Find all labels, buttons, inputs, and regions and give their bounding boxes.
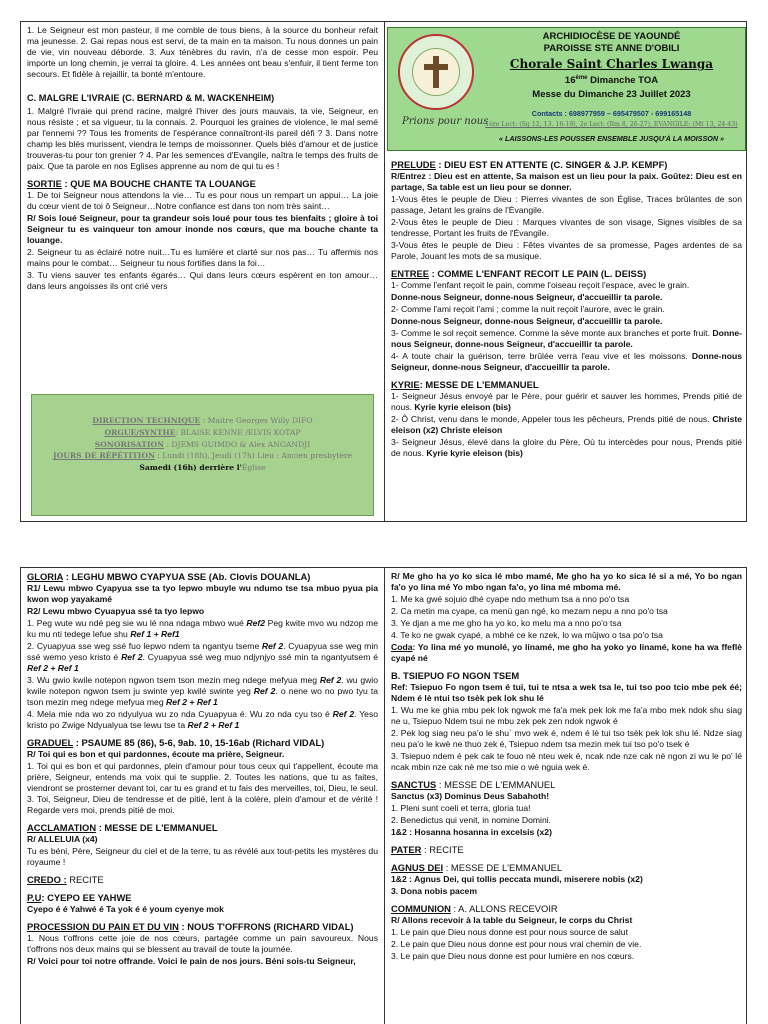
entree-refrain-2: Donne-nous Seigneur, donne-nous Seigneur, d'accueillir ta parole.	[391, 316, 663, 327]
prelude-refrain: R/Entrez : Dieu est en attente, Sa maison est un lieu pour la paix. Goûtez: Dieu est en partage, Sa table est un lieu pour se donner.	[391, 171, 742, 193]
parish: PAROISSE STE ANNE D'OBILI	[543, 43, 680, 55]
entree-verse-3: 3- Comme le sol reçoit semence. Comme la sève monte aux branches et porte fruit. Donne-nous Seigneur, donne-nous Seigneur, d'accueillir ta parole.	[391, 328, 742, 350]
prelude-verse-3: 3-Vous êtes le peuple de Dieu : Fêtes vivantes de sa promesse, Pages ardentes de sa Parole, Jouant les mots de sa musique.	[391, 240, 742, 262]
sunday-title: 16ème Dimanche TOA	[564, 74, 659, 86]
graduel-heading	[27, 737, 378, 749]
choir-logo-icon	[398, 34, 474, 110]
tsiepuo-heading	[391, 670, 742, 682]
gloria-heading	[27, 571, 378, 583]
sortie-title: : QUE MA BOUCHE CHANTE TA LOUANGE	[61, 177, 256, 189]
sanctus-title: : MESSE DE L'EMMANUEL	[436, 779, 556, 791]
malgre-verses: 1. Malgré l'ivraie qui prend racine, malgré l'hiver des jours mauvais, ta vie, Seigneur, en nous résiste ; et sa vigueur, tu la connais. 2. Pourquoi les graines de violence, le mal semé par l'ennemi ?? Tous les froments de l'espérance connaîtront-ils pareil défi ? 3. Dans notre champ les blés murissent, viendra le temps de moissonner. Quels blés d'amour et de justice trouveras-tu pour ton grenier ? 4. Par les semences d'Evangile, naîtra le temps des fruits de paix. Que ta parole en nos Eglises apprenne au nom de qui tu es !	[27, 105, 378, 171]
entree-heading	[391, 268, 742, 280]
gloria-verse-1: 1. Peg wute wu ndé peg sie wu lé nna ndaga mbwo wué Ref2 Peg kwite mvo wu ndzop me ku mu nti tedege lefue shu Ref 1 + Ref1	[27, 618, 378, 640]
pu-heading	[27, 892, 378, 904]
kyrie-title: : MESSE DE L'EMMANUEL	[419, 379, 539, 391]
agnus-line-2: 3. Dona nobis pacem	[391, 886, 477, 897]
yobo-verse-4: 4. Te ko ne gwak cyapé, a mbhé ce ke nzek, lo wa mûjwo o tsa po'o tsa	[391, 630, 663, 640]
pu-label: P.U	[27, 892, 42, 904]
mass-date: Messe du Dimanche 23 Juillet 2023	[532, 88, 691, 100]
agnus-title: : MESSE DE L'EMMANUEL	[443, 862, 563, 874]
procession-label: PROCESSION DU PAIN ET DU VIN	[27, 921, 179, 933]
coda: Coda: Yo lina mé yo munolé, yo linamé, me gho ha yoko yo linamé, kone ha wa ffeflè cyapé né	[391, 642, 742, 663]
contacts: Contacts : 698977959 – 695479507 - 699165148	[531, 109, 692, 118]
tsiepuo-title: B. TSIEPUO FO NGON TSEM	[391, 670, 520, 681]
prelude-title: : DIEU EST EN ATTENTE (C. SINGER & J.P. KEMPF)	[435, 159, 668, 170]
credo-label: CREDO :	[27, 874, 67, 886]
pater-label: PATER	[391, 844, 422, 856]
entree-label: ENTREE	[391, 268, 430, 280]
sanctus-label: SANCTUS	[391, 779, 437, 791]
procession-heading	[27, 921, 378, 933]
credo-title: RECITE	[66, 874, 104, 886]
entree-refrain-1: Donne-nous Seigneur, donne-nous Seigneur, d'accueillir ta parole.	[391, 292, 663, 303]
tsiepuo-verse-1: 1. Wu me ke ghia mbu pek lok ngwok me fa'a mek pek lok me fa'a mbo mek ndok shu siag ne u, Tsiepuo Ndem tsui ne mbu zek pek zen ndok ngwok é	[391, 705, 742, 727]
graduel-verses: 1. Toi qui es bon et qui pardonnes, plein d'amour pour tous ceux qui t'appellent, écoute ma prière, Seigneur, entends ma voix qui te supplie. 2. Toutes les nations, que tu as faites, viendront se prosterner devant toi, car tu es grand et tu fais des merveilles, toi, Dieu, le seul. 3. Toi, Seigneur, Dieu de tendresse et de pitié, lent à la colère, plein d'amour et de vérité ! Regarde vers moi, prends pitié de moi.	[27, 761, 378, 816]
acclamation-heading	[27, 822, 378, 834]
entree-verse-2: 2- Comme l'ami reçoit l'ami ; comme la nuit reçoit l'aurore, avec le grain.	[391, 304, 665, 315]
yobo-verse-1: 1. Me ka gwé sojuio dhé cyape ndo methum tsa a nno po'o tsa	[391, 594, 630, 604]
sheet1-right-column	[385, 22, 747, 521]
communion-refrain: R/ Allons recevoir à la table du Seigneur, le corps du Christ	[391, 915, 633, 926]
tech-line-samedi: Samedi (16h) derrière l'Église	[139, 463, 266, 473]
communion-verse-3: 3. Le pain que Dieu nous donne est pour lumière en nos cœurs.	[391, 951, 635, 962]
entree-verse-4: 4- A toute chair la guérison, terre brûlée verra l'eau vive et les moissons. Donne-nous Seigneur, donne-nous Seigneur, d'accueillir ta parole.	[391, 351, 742, 373]
kyrie-verse-1: 1- Seigneur Jésus envoyé par le Père, pour guérir et sauver les hommes, Prends pitié de nous. Kyrie kyrie eleison (bis)	[391, 391, 742, 413]
sheet1-left-column	[21, 22, 385, 521]
motto: « LAISSONS-LES POUSSER ENSEMBLE JUSQU'À LA MOISSON »	[498, 134, 725, 143]
header-text	[484, 31, 739, 101]
procession-refrain: R/ Voici pour toi notre offrande. Voici le pain de nos jours. Béni sois-tu Seigneur,	[27, 956, 356, 967]
gloria-refrain-1: R1/ Lewu mbwo Cyapyua sse ta tyo lepwo mbuyle wu ndumo tse tsa mbuo pyua pia kwon wop yayakamé	[27, 583, 378, 605]
sortie-label: SORTIE	[27, 177, 62, 189]
sanctus-line-4: 1&2 : Hosanna hosanna in excelsis (x2)	[391, 827, 552, 838]
graduel-title: : PSAUME 85 (86), 5-6, 9ab. 10, 15-16ab (Richard VIDAL)	[73, 737, 325, 749]
graduel-refrain: R/ Toi qui es bon et qui pardonnes, écoute ma prière, Seigneur.	[27, 749, 285, 760]
communion-verse-1: 1. Le pain que Dieu nous donne est pour nous source de salut	[391, 927, 628, 938]
prelude-verse-2: 2-Vous êtes le peuple de Dieu : Marques vivantes de son visage, Signes visibles de sa tendresse, Portant les fruits de l'Évangile.	[391, 217, 742, 239]
sortie-verse-1: 1. De toi Seigneur nous attendons la vie… Tu es pour nous un rempart un appui… La joie du cœur vient de toi ô Seigneur…Notre confiance est dans ton nom très saint…	[27, 189, 378, 211]
sortie-refrain: R/ Sois loué Seigneur, pour ta grandeur sois loué pour tous tes bienfaits ; gloire à toi Seigneur tu es vainqueur ton amour inonde nos cœurs, que ma bouche chante ta louange.	[27, 212, 378, 245]
pater-heading	[391, 844, 742, 856]
gloria-verse-4: 4. Mela mie nda wo zo ndyulyua wu zo nda Cyuapyua é. Wu zo nda cyu tso é Ref 2. Yeso kristo po Zwige Ndyualyua tse lewu tse ta Ref 2 + Ref 1	[27, 709, 379, 731]
tech-line-direction: DIRECTION TECHNIQUE : Maitre Georges Willy DIFO	[92, 416, 313, 425]
sanctus-line-1: Sanctus (x3) Dominus Deus Sabahoth!	[391, 791, 550, 802]
gloria-verse-2: 2. Cyuapyua sse weg ssé fuo lepwo ndem ta ngantyu tseme Ref 2. Cyuapyua sse weg min ssé wemo yeso kristo é Ref 2. Cyuapyua ssé weg muo ndjynjyo ssé min ta ngantyutsem é Ref 2 + Ref 1	[27, 641, 379, 674]
sheet2-right-column	[385, 568, 747, 1024]
psalm-verses: 1. Le Seigneur est mon pasteur, il me comble de tous biens, à la source du bonheur refait ma jeunesse. 2. Gai repas nous est servi, de ta main en ta maison. Tu nous donnes un pain de vie, vin nouveau déborde. 3. Aux ténèbres du ravin, n'a de cesse mon espoir. Peu importe un long chemin, je verrai ta gloire. 4. Les années ont beau s'enfuir, il tient ferme ton secours. Et fidèle à rejaillir, ta bonté m'entoure.	[27, 25, 378, 79]
sortie-verse-2: 2. Seigneur tu as éclairé notre nuit…Tu es lumière et clarté sur nos pas… Tu affermis nos mains pour le combat… Seigneur tu nous fortifies dans la foi…	[27, 246, 378, 268]
agnus-label: AGNUS DEI	[391, 862, 444, 874]
pu-title: : CYEPO EE YAHWE	[41, 892, 132, 904]
tsiepuo-refrain: Ref: Tsiepuo Fo ngon tsem é tui, tui te ntsa a wek tsa le, tui tso poo tcio mbe pek éé; Ndem é lè ntui tso tsèk pek lok shu lé	[391, 682, 742, 704]
kyrie-verse-3: 3- Seigneur Jésus, élevé dans la gloire du Père, Où tu intercèdes pour nous, Prends pitié de nous. Kyrie kyrie eleison (bis)	[391, 437, 742, 459]
sanctus-heading	[391, 779, 742, 791]
gloria-verse-3: 3. Wu gwio kwile notepon ngwon tsem tson mezin meg ndege mefyua meg Ref 2. wu gwio kwile notepon ngwon tsem ju swinte yep kwilé swinte yeg Ref 2. o nene wo no pwo tyu ta tson mezin meg ndege mefyua meg Ref 2 + Ref 1	[27, 675, 378, 708]
entree-verse-1: 1- Comme l'enfant reçoit le pain, comme l'oiseau reçoit l'espace, avec le grain.	[391, 280, 690, 291]
sortie-heading	[27, 178, 378, 190]
acclamation-label: ACCLAMATION	[27, 822, 97, 834]
communion-heading	[391, 903, 742, 915]
archdiocese: ARCHIDIOCÈSE DE YAOUNDÉ	[542, 31, 681, 42]
communion-title: : A. ALLONS RECEVOIR	[450, 903, 558, 915]
yobo-verse-2: 2. Ca metin ma cyape, ca menü gan ngé, ko mezam nepu a nno po'o tsa	[391, 606, 668, 616]
tech-line-sono: SONORISATION : DJEMS GUIMDO & Alex ANGANDJI	[94, 439, 311, 449]
sortie-verse-3: 3. Tu viens sauver tes enfants égarés… Qui dans leurs cœurs espèrent en ton amour… dans leurs angoisses ils ont crié vers	[27, 269, 378, 291]
agnus-heading	[391, 862, 742, 874]
yobo-verse-3: 3. Ye djan a me me gho ha yo ko, ko melu ma a nno po'o tsa	[391, 618, 622, 628]
yobo-refrain: R/ Me gho ha yo ko sica lé mbo mamé, Me gho ha yo ko sica lé si a mé, Yo bo ngan fa'o yo lina mé Yo mbo ngan fa'o, yo lina mé mboma mé.	[391, 571, 742, 592]
tsiepuo-verse-2: 2. Pek log siag neu pa'o le shu` mvo wek é, ndem é lè tui tso tsèk pek lok shu lé. Ndze siag neu pa'o le kwè ne thuo zek é, Tsiepuo ndem tsa mezin mek tui tso po'o tsek é	[391, 728, 742, 750]
entree-title: : COMME L'ENFANT RECOIT LE PAIN (L. DEISS)	[429, 268, 647, 280]
prelude-heading	[391, 159, 742, 171]
pu-text: Cyepo é é Yahwé é Ta yok é é youm cyenye mok	[27, 904, 224, 915]
pater-title: : RECITE	[421, 844, 464, 856]
tech-line-repetition: JOURS DE RÉPÉTITION : Lundi (18h), Jeudi (17h) Lieu : Ancien presbytère	[53, 451, 352, 461]
tech-line-orgue: ORGUE/SYNTHE: BLAISE KENNE /ELVIS KOTAP	[104, 427, 301, 437]
communion-verse-2: 2. Le pain que Dieu nous donne est pour nous vrai chemin de vie.	[391, 939, 642, 950]
procession-title: : NOUS T'OFFRONS (RICHARD VIDAL)	[178, 921, 354, 933]
sanctus-line-2: 1. Pleni sunt coeli et terra, gloria tua!	[391, 803, 531, 814]
agnus-line-1: 1&2 : Agnus Dei, qui tollis peccata mundi, miserere nobis (x2)	[391, 874, 643, 885]
graduel-label: GRADUEL	[27, 737, 74, 749]
kyrie-label: KYRIE	[391, 379, 420, 391]
program-sheet-2	[20, 567, 747, 1024]
gloria-label: GLORIA	[27, 571, 64, 582]
malgre-title: C. MALGRE L'IVRAIE (C. BERNARD & M. WACKENHEIM)	[27, 93, 275, 103]
prelude-verse-1: 1-Vous êtes le peuple de Dieu : Pierres vivantes de son Église, Traces brûlantes de son passage, Jetant les grains de l'Évangile.	[391, 194, 742, 216]
kyrie-heading	[391, 379, 742, 391]
alleluia: R/ ALLELUIA (x4)	[27, 834, 98, 845]
technical-direction-box	[31, 394, 374, 516]
sanctus-line-3: 2. Benedictus qui venit, in nomine Domini.	[391, 815, 552, 826]
kyrie-verse-2: 2- Ô Christ, venu dans le monde, Appeler tous les pêcheurs, Prends pitié de nous. Christe eleison (x2) Christe eleison	[391, 414, 742, 436]
readings: 1ère Lect: (Sg 12, 13. 16-19), 2e Lect: (Rm 8, 26-27), EVANGILE: (Mt 13, 24-43)	[485, 121, 738, 128]
program-sheet-1	[20, 21, 747, 522]
prelude-label: PRELUDE	[391, 159, 436, 170]
choir-header-box	[387, 27, 746, 151]
acclamation-title: : MESSE DE L'EMMANUEL	[96, 822, 218, 834]
acclamation-text: Tu es béni, Père, Seigneur du ciel et de la terre, tu as révélé aux tout-petits les mystères du royaume !	[27, 846, 378, 868]
sheet2-left-column	[21, 568, 385, 1024]
gloria-title: : LEGHU MBWO CYAPYUA SSE (Ab. Clovis DOUANLA)	[63, 571, 311, 582]
communion-label: COMMUNION	[391, 903, 451, 915]
gloria-refrain-2: R2/ Lewu mbwo Cyuapyua ssé ta tyo lepwo	[27, 606, 205, 617]
choir-name: Chorale Saint Charles Lwanga	[509, 57, 714, 72]
credo-heading	[27, 874, 378, 886]
tsiepuo-verse-3: 3. Tsiepuo ndem é pek cak te fouo nè nteu wek é, ncak nde nze cak nè ngon zi wu le po' lé ncak mbin nze cak nè me tso mie o wè nguia wek é.	[391, 751, 742, 773]
procession-verse-1: 1. Nous t'offrons cette joie de nos cœurs, partagée comme un pain savoureux. Nous t'offrons nos deux mains qui se blessent au travail de toute la journée.	[27, 933, 378, 955]
prions-pour-nous: Prions pour nous	[402, 116, 489, 127]
